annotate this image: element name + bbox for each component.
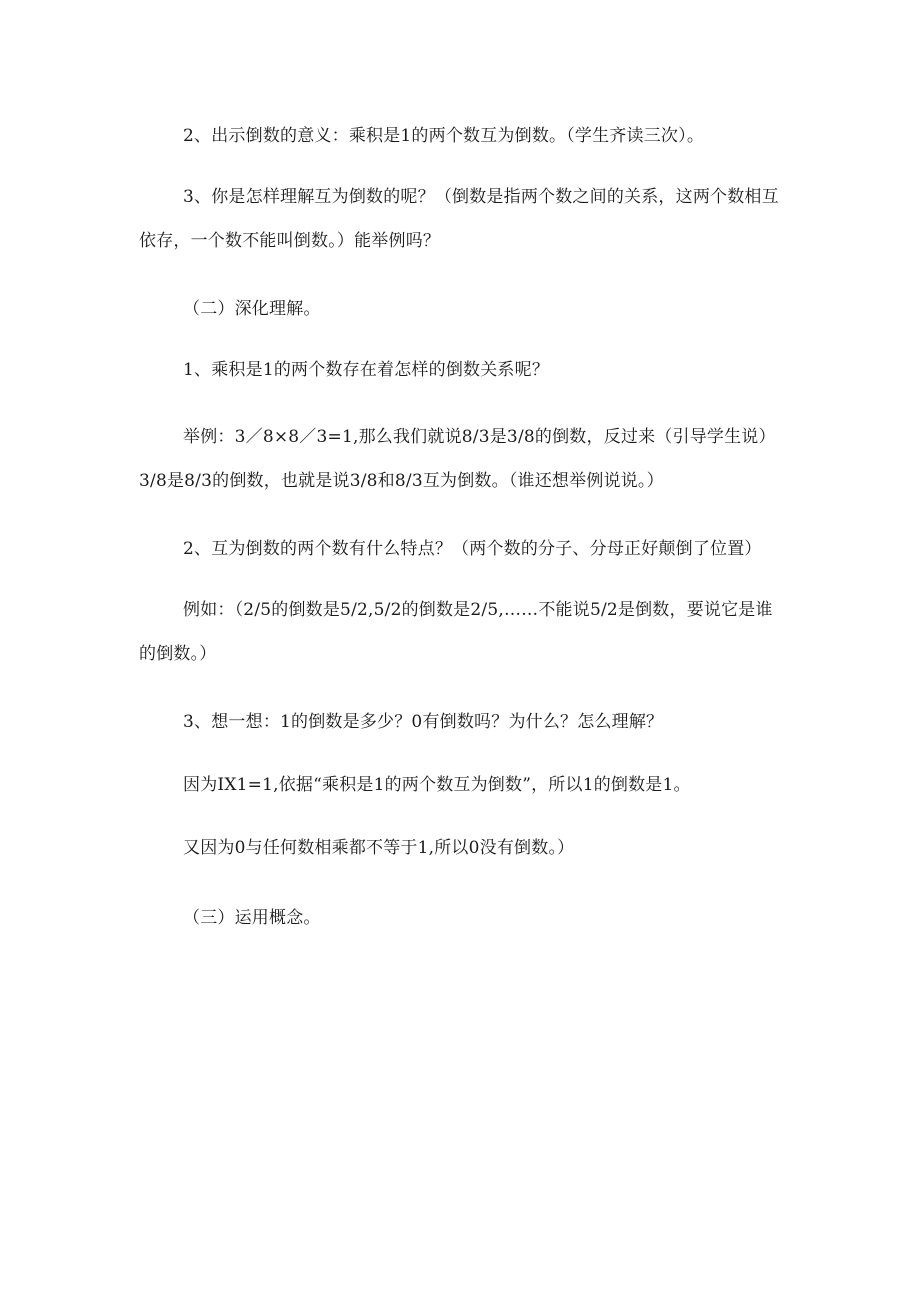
paragraph-text: 又因为0与任何数相乘都不等于1,所以0没有倒数。）: [183, 838, 575, 858]
section-heading-apply-concept: [139, 896, 789, 940]
paragraph-relation-question: [139, 348, 789, 392]
paragraph-text: 3、想一想：1的倒数是多少？0有倒数吗？为什么？怎么理解？: [183, 712, 664, 732]
section-heading-text: （三）运用概念。: [183, 908, 321, 928]
paragraph-example-3-8: [139, 415, 789, 503]
paragraph-features-question: [139, 527, 789, 571]
paragraph-text: 例如：（2/5的倒数是5/2,5/2的倒数是2/5,……不能说5/2是倒数，要说它是谁的倒数。）: [139, 600, 773, 664]
paragraph-text: 2、出示倒数的意义：乘积是1的两个数互为倒数。（学生齐读三次）。: [183, 126, 705, 146]
section-heading-deepen-understanding: [139, 287, 789, 331]
paragraph-text: 3、你是怎样理解互为倒数的呢？（倒数是指两个数之间的关系，这两个数相互依存，一个数不能叫倒数。）能举例吗？: [139, 187, 779, 251]
paragraph-text: 1、乘积是1的两个数存在着怎样的倒数关系呢？: [183, 360, 550, 380]
paragraph-reason-zero: [139, 826, 789, 870]
section-heading-text: （二）深化理解。: [183, 299, 321, 319]
paragraph-text: 举例：3／8×8／3=1,那么我们就说8/3是3/8的倒数，反过来（引导学生说）3/8是8/3的倒数，也就是说3/8和8/3互为倒数。（谁还想举例说说。）: [139, 427, 776, 491]
paragraph-text: 因为IX1=1,依据“乘积是1的两个数互为倒数”，所以1的倒数是1。: [183, 775, 691, 795]
paragraph-reason-one: [139, 763, 789, 807]
paragraph-example-2-5: [139, 588, 789, 676]
paragraph-reciprocal-meaning: [139, 114, 789, 158]
paragraph-text: 2、互为倒数的两个数有什么特点？（两个数的分子、分母正好颠倒了位置）: [183, 539, 762, 559]
paragraph-think-question: [139, 700, 789, 744]
paragraph-understanding-question: [139, 175, 789, 263]
